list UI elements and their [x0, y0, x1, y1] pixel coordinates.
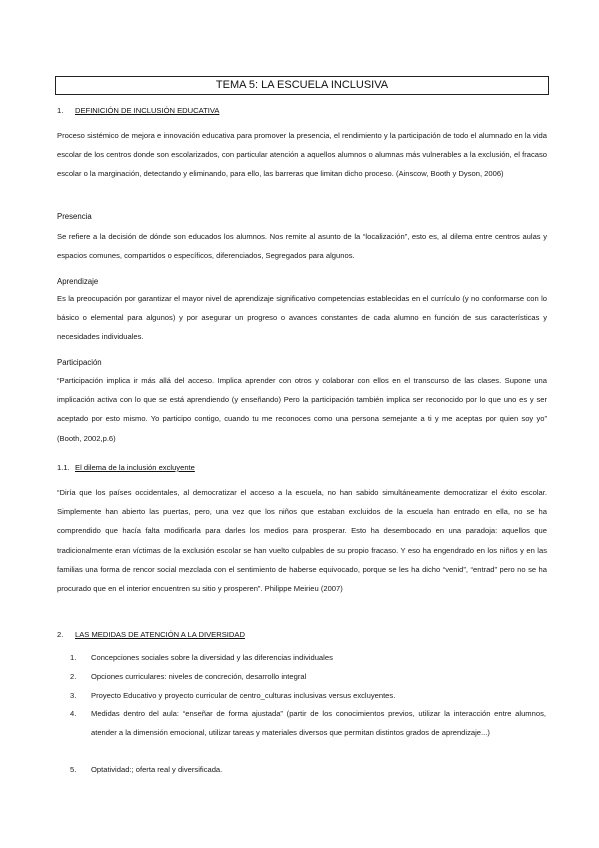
section-title: LAS MEDIDAS DE ATENCIÓN A LA DIVERSIDAD	[75, 630, 245, 639]
participacion-heading: Participación	[57, 358, 102, 367]
section-1-1-heading	[57, 463, 195, 473]
list-item	[70, 686, 548, 705]
section-1-heading	[57, 106, 219, 116]
section-number: 2.	[57, 630, 64, 639]
section-number: 1.1.	[57, 463, 70, 472]
list-item	[70, 648, 548, 667]
list-text: Proyecto Educativo y proyecto curricular de centro_culturas inclusivas versus excluyentes.	[91, 691, 396, 700]
list-item	[70, 760, 548, 779]
list-text: Optatividad:; oferta real y diversificada.	[91, 765, 223, 774]
presencia-heading: Presencia	[57, 212, 92, 221]
section-number: 1.	[57, 106, 64, 115]
list-number: 2.	[70, 672, 77, 681]
aprendizaje-heading: Aprendizaje	[57, 277, 99, 286]
aprendizaje-paragraph: Es la preocupación por garantizar el mayor nivel de aprendizaje significativo competencias establecidas en el currículo (y no conformarse con lo básico o elemental para algunos) y por asegurar un progreso o avances constantes de cada alumno en función de sus características y necesidades individuales.	[57, 294, 547, 342]
presencia-paragraph: Se refiere a la decisión de dónde son educados los alumnos. Nos remite al asunto de la “localización”, esto es, al dilema entre centros aulas y espacios comunes, compartidos o específicos, diferenciados, Segregados para algunos.	[57, 232, 547, 261]
list-number: 5.	[70, 765, 77, 774]
definition-paragraph: Proceso sistémico de mejora e innovación educativa para promover la presencia, el rendimiento y la participación de todo el alumnado en la vida escolar de los centros donde son escolarizados, con particular atención a aquellos alumnos o alumnas más vulnerables a la exclusión, el fracaso escolar o la marginación, detectando y eliminando, para ello, las barreras que limitan dicho proceso. (Ainscow, Booth y Dyson, 2006)	[57, 131, 547, 179]
list-number: 4.	[70, 709, 77, 718]
participacion-paragraph: “Participación implica ir más allá del acceso. Implica aprender con otros y colaborar con ellos en el transcurso de las clases. Supone una implicación activa con lo que se está aprendiendo (y enseñando) Pero la participación también implica ser reconocido por lo que uno es y ser aceptado por esto mismo. Yo participo contigo, cuando tu me reconoces como una persona semejante a ti y me aceptas por quien soy yo” (Booth, 2002,p.6)	[57, 376, 547, 443]
list-text: Medidas dentro del aula: “enseñar de forma ajustada” (partir de los conocimientos previos, utilizar la interacción entre alumnos, atender a la dimensión emocional, utilizar tareas y materiales diversos que permitan distintos grados de aprendizaje...)	[91, 709, 546, 738]
section-title: DEFINICIÓN DE INCLUSIÓN EDUCATIVA	[75, 106, 220, 115]
list-number: 3.	[70, 691, 77, 700]
list-item	[70, 704, 548, 742]
section-title: El dilema de la inclusión excluyente	[75, 463, 195, 472]
meirieu-quote-paragraph: “Diría que los países occidentales, al democratizar el acceso a la escuela, no han sabido simultáneamente democratizar el éxito escolar. Simplemente han abierto las puertas, pero, una vez que los niños que estaban excluidos de la escuela han entrado en ella, no se ha comprendido que hacía falta modificarla para darles los medios para prosperar. Esto ha desembocado en una paradoja: aquellos que tradicionalmente eran víctimas de la exclusión escolar se han vuelto culpables de su propio fracaso. Y eso ha engendrado en los niños y en las familias una forma de rencor social mezclada con el sentimiento de haberse equivocado, porque se les ha dicho “venid”, “entrad” pero no se ha procurado que en el interior encuentren su sitio y prosperen”. Philippe Meirieu (2007)	[57, 488, 547, 594]
section-2-heading	[57, 630, 245, 640]
list-text: Opciones curriculares: niveles de concreción, desarrollo integral	[91, 672, 307, 681]
list-item	[70, 667, 548, 686]
list-number: 1.	[70, 653, 77, 662]
list-text: Concepciones sociales sobre la diversidad y las diferencias individuales	[91, 653, 333, 662]
page-title: TEMA 5: LA ESCUELA INCLUSIVA	[55, 76, 549, 95]
